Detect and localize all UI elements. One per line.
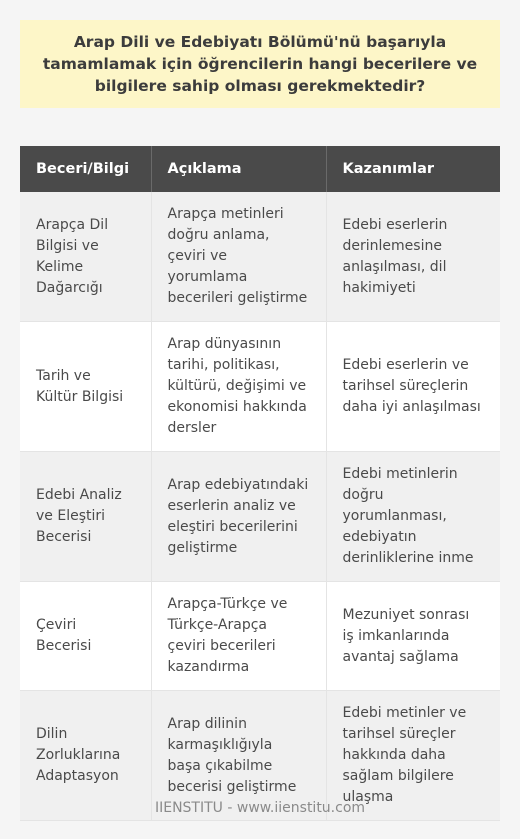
cell-description: Arap dilinin karmaşıklığıyla başa çıkabilme becerisi geliştirme [151,691,326,821]
table-row [20,582,500,691]
table-row [20,322,500,452]
footer-credit: IIENSTITU - www.iienstitu.com [154,800,366,816]
column-header-description: Açıklama [151,146,326,192]
cell-outcome: Mezuniyet sonrası iş imkanlarında avantaj sağlama [326,582,500,691]
page-title: Arap Dili ve Edebiyatı Bölümü'nü başarıyla tamamlamak için öğrencilerin hangi becerilere ve bilgilere sahip olması gerekmektedir? [42,33,478,95]
column-header-skill: Beceri/Bilgi [20,146,151,192]
cell-description: Arapça metinleri doğru anlama, çeviri ve yorumlama becerileri geliştirme [151,192,326,322]
cell-description: Arap edebiyatındaki eserlerin analiz ve eleştiri becerilerini geliştirme [151,452,326,582]
cell-skill: Dilin Zorluklarına Adaptasyon [20,691,151,821]
cell-outcome: Edebi eserlerin ve tarihsel süreçlerin daha iyi anlaşılması [326,322,500,452]
cell-skill: Çeviri Becerisi [20,582,151,691]
cell-description: Arap dünyasının tarihi, politikası, kültürü, değişimi ve ekonomisi hakkında dersler [151,322,326,452]
skills-table [20,146,500,821]
table-header-row [20,146,500,192]
title-box [20,20,500,108]
cell-outcome: Edebi eserlerin derinlemesine anlaşılması, dil hakimiyeti [326,192,500,322]
cell-skill: Arapça Dil Bilgisi ve Kelime Dağarcığı [20,192,151,322]
column-header-outcome: Kazanımlar [326,146,500,192]
table-row [20,452,500,582]
cell-outcome: Edebi metinler ve tarihsel süreçler hakkında daha sağlam bilgilere ulaşma [326,691,500,821]
cell-description: Arapça-Türkçe ve Türkçe-Arapça çeviri becerileri kazandırma [151,582,326,691]
table-row [20,192,500,322]
cell-skill: Edebi Analiz ve Eleştiri Becerisi [20,452,151,582]
cell-skill: Tarih ve Kültür Bilgisi [20,322,151,452]
cell-outcome: Edebi metinlerin doğru yorumlanması, edebiyatın derinliklerine inme [326,452,500,582]
